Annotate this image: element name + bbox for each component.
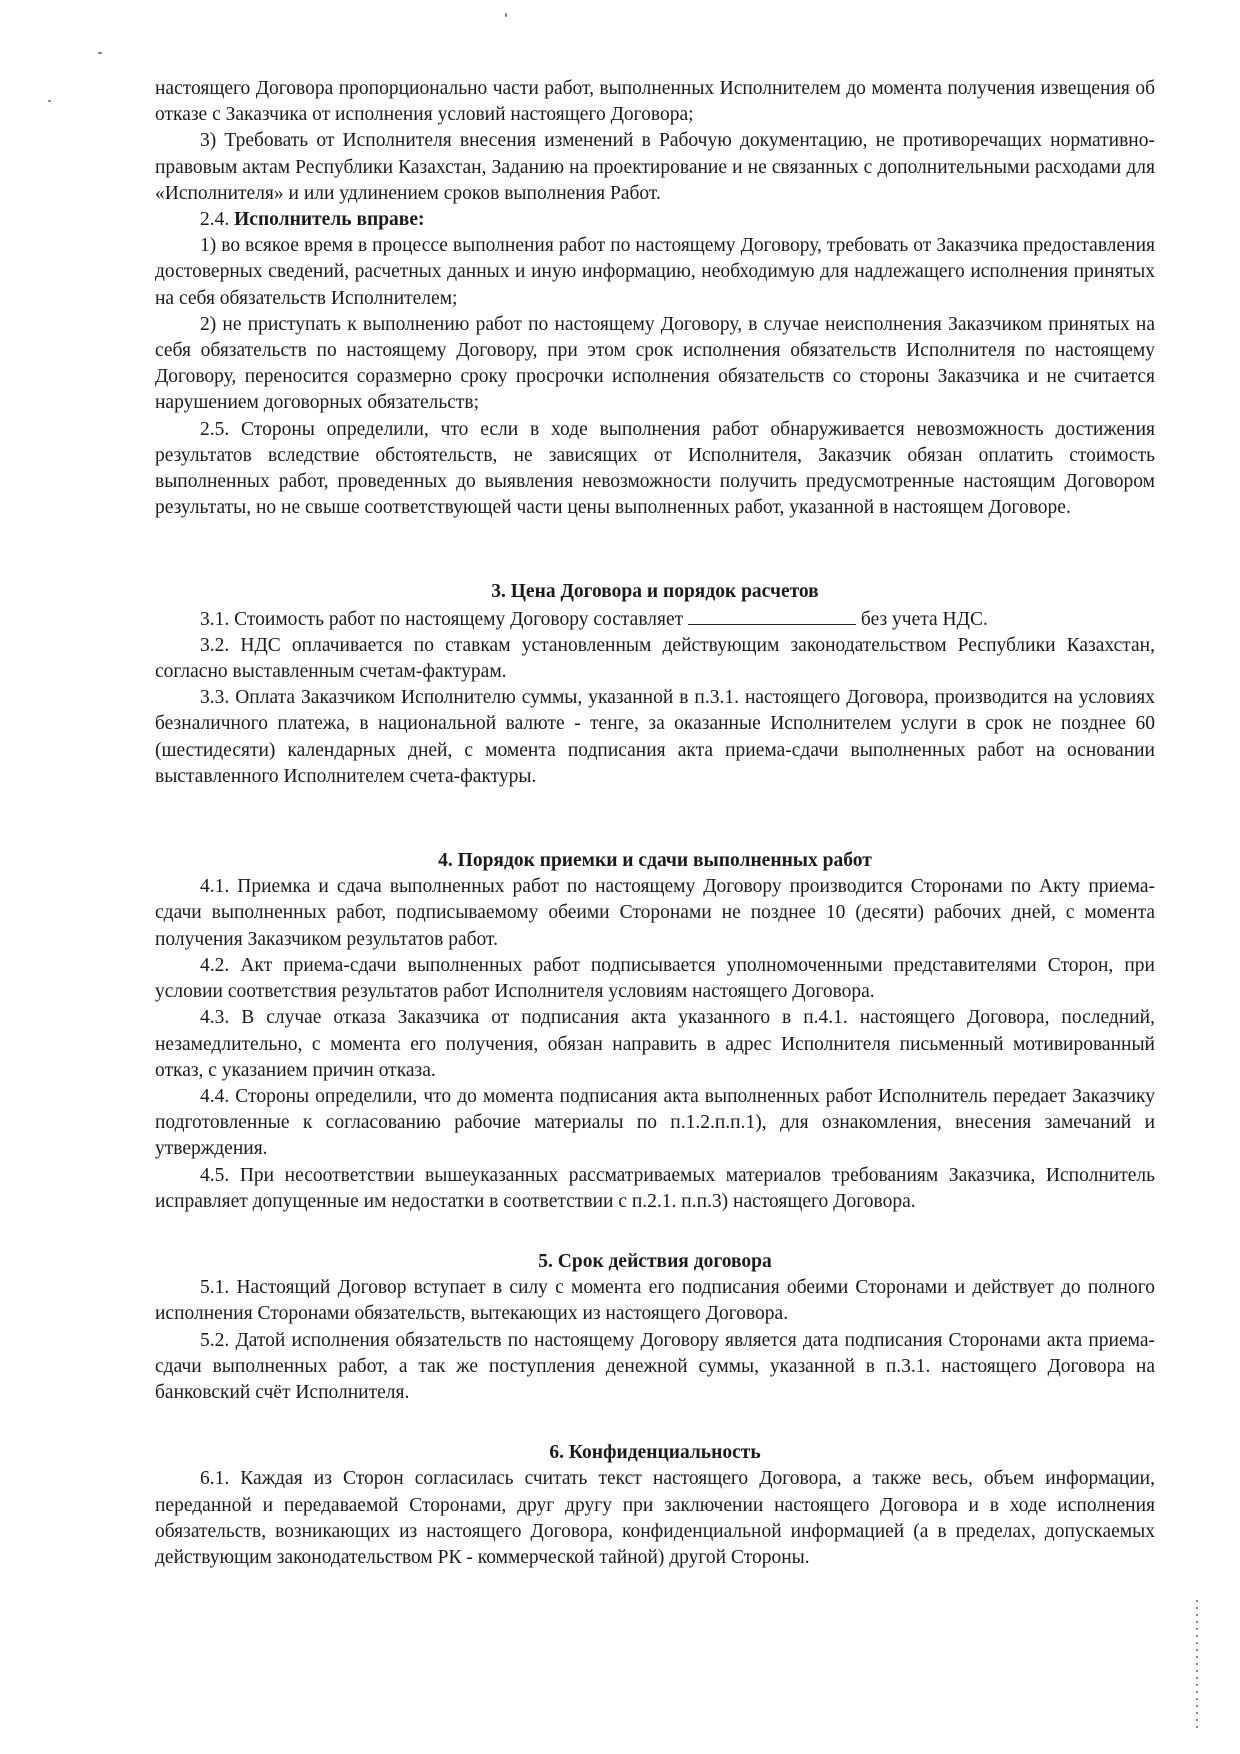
paragraph-3-3: 3.3. Оплата Заказчиком Исполнителю суммы, указанной в п.3.1. настоящего Договора, производится на условиях безналичного платежа, в национальной валюте - тенге, за оказанные Исполнителем услуги в срок не позднее 60 (шестидесяти) календарных дней, с момента подписания акта приема-сдачи выполненных работ на основании выставленного Исполнителем счета-фактуры. (155, 687, 1155, 787)
price-blank-line (688, 606, 856, 625)
contract-page (155, 76, 1155, 1571)
paragraph-3-2: 3.2. НДС оплачивается по ставкам установленным действующим законодательством Республики Казахстан, согласно выставленным счетам-фактурам. (155, 634, 1155, 683)
section-3 (155, 579, 1155, 790)
section-6-heading: 6. Конфиденциальность (549, 1442, 761, 1464)
subheading-2-4-number: 2.4. (200, 209, 230, 231)
paragraph-2-4-2: 2) не приступать к выполнению работ по настоящему Договору, в случае неисполнения Заказчиком принятых на себя обязательств по настоящему Договору, при этом срок исполнения обязательств Исполнителя по настоящему Договору, переносится соразмерно сроку просрочки исполнения обязательств со стороны Заказчика и не считается нарушением договорных обязательств; (155, 313, 1155, 414)
paragraph-4-5: 4.5. При несоответствии вышеуказанных рассматриваемых материалов требованиям Заказчика, Исполнитель исправляет допущенные им недостатки в соответствии с п.2.1. п.п.3) настоящего Договора. (155, 1164, 1155, 1212)
section-gap (155, 790, 1155, 848)
paragraph-3-1-suffix: без учета НДС. (860, 608, 988, 630)
paragraph-2-3-2-tail: настоящего Договора пропорционально части работ, выполненных Исполнителем до момента получения извещения об отказе с Заказчика от исполнения условий настоящего Договора; (155, 78, 1155, 126)
scan-edge-dots (1196, 1600, 1198, 1730)
paragraph-4-4: 4.4. Стороны определили, что до момента подписания акта выполненных работ Исполнитель передает Заказчику подготовленные к согласованию рабочие материалы по п.1.2.п.п.1), для ознакомления, внесения замечаний и утверждения. (155, 1085, 1155, 1160)
paragraph-3-1 (155, 606, 1155, 633)
scan-speck (505, 13, 507, 17)
section-2-tail (155, 76, 1155, 521)
paragraph-6-1: 6.1. Каждая из Сторон согласилась считать текст настоящего Договора, а также весь, объем информации, переданной и передаваемой Сторонами, друг другу при заключении настоящего Договора и в ходе исполнения обязательств, возникающих из настоящего Договора, конфиденциальной информацией (а в пределах, допускаемых действующим законодательством РК - коммерческой тайной) другой Стороны. (155, 1468, 1155, 1568)
paragraph-5-1: 5.1. Настоящий Договор вступает в силу с момента его подписания обеими Сторонами и действует до полного исполнения Сторонами обязательств, вытекающих из настоящего Договора. (155, 1277, 1155, 1325)
section-3-heading: 3. Цена Договора и порядок расчетов (491, 581, 819, 603)
paragraph-4-3: 4.3. В случае отказа Заказчика от подписания акта указанного в п.4.1. настоящего Договора, последний, незамедлительно, с момента его получения, обязан направить в адрес Исполнителя письменный мотивированный отказ, с указанием причин отказа. (155, 1007, 1155, 1081)
section-gap (155, 521, 1155, 579)
subheading-2-4 (155, 207, 1155, 233)
paragraph-2-4-1: 1) во всякое время в процессе выполнения работ по настоящему Договору, требовать от Заказчика предоставления достоверных сведений, расчетных данных и иную информацию, необходимую для надлежащего исполнения принятых на себя обязательств Исполнителем; (155, 235, 1155, 309)
section-5-heading: 5. Срок действия договора (538, 1250, 772, 1272)
paragraph-2-3-3: 3) Требовать от Исполнителя внесения изменений в Рабочую документацию, не противоречащих нормативно-правовым актам Республики Казахстан, Заданию на проектирование и не связанных с дополнительными расходами для «Исполнителя» и или удлинением сроков выполнения Работ. (155, 130, 1155, 204)
paragraph-3-1-text: 3.1. Стоимость работ по настоящему Договору составляет (200, 608, 684, 630)
section-5 (155, 1249, 1155, 1406)
paragraph-4-1: 4.1. Приемка и сдача выполненных работ по настоящему Договору производится Сторонами по Акту приема-сдачи выполненных работ, подписываемому обеими Сторонами не позднее 10 (десяти) рабочих дней, с момента получения Заказчиком результатов работ. (155, 876, 1155, 950)
scan-speck (48, 100, 51, 102)
section-6 (155, 1440, 1155, 1571)
paragraph-5-2: 5.2. Датой исполнения обязательств по настоящему Договору является дата подписания Сторонами акта приема-сдачи выполненных работ, а так же поступления денежной суммы, указанной в п.3.1. настоящего Договора на банковский счёт Исполнителя. (155, 1329, 1155, 1403)
paragraph-4-2: 4.2. Акт приема-сдачи выполненных работ подписывается уполномоченными представителями Сторон, при условии соответствия результатов работ Исполнителя условиям настоящего Договора. (155, 954, 1155, 1003)
section-4 (155, 848, 1155, 1215)
paragraph-2-5: 2.5. Стороны определили, что если в ходе выполнения работ обнаруживается невозможность достижения результатов вследствие обстоятельств, не зависящих от Исполнителя, Заказчик обязан оплатить стоимость выполненных работ, проведенных до выявления невозможности получить предусмотренные настоящим Договором результаты, но не свыше соответствующей части цены выполненных работ, указанной в настоящем Договоре. (155, 418, 1155, 519)
section-4-heading: 4. Порядок приемки и сдачи выполненных работ (438, 850, 872, 872)
section-gap (155, 1406, 1155, 1440)
section-gap (155, 1215, 1155, 1249)
scan-speck (98, 52, 102, 54)
subheading-2-4-title: Исполнитель вправе: (234, 209, 425, 231)
